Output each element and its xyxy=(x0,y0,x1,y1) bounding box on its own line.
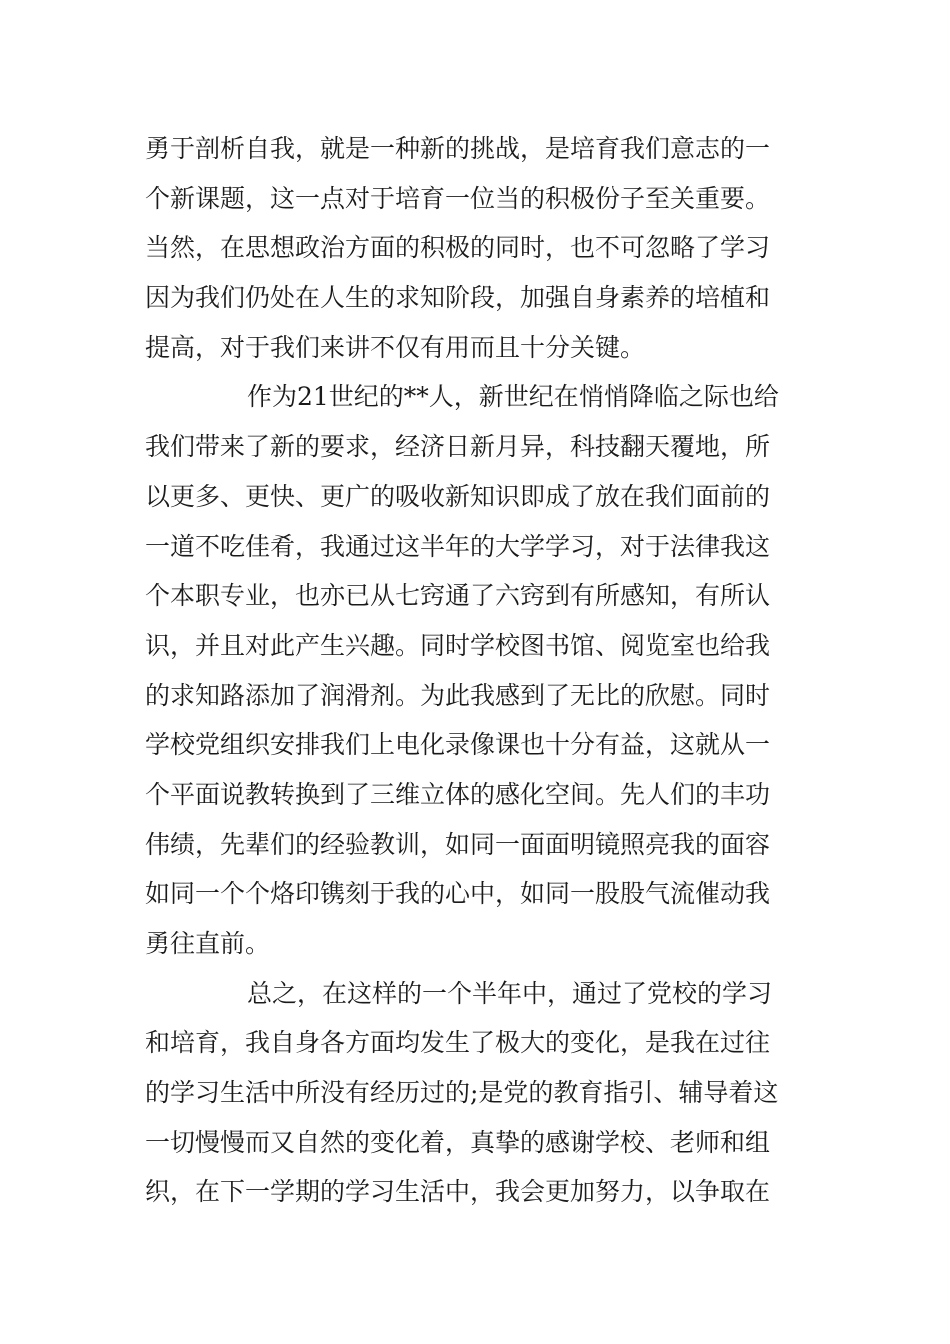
text-line: 一切慢慢而又自然的变化着，真挚的感谢学校、老师和组 xyxy=(145,1127,771,1157)
text-line: 当然，在思想政治方面的积极的同时，也不可忽略了学习 xyxy=(145,233,771,263)
text-line: 识，并且对此产生兴趣。同时学校图书馆、阅览室也给我 xyxy=(145,630,771,660)
text-line: 的求知路添加了润滑剂。为此我感到了无比的欣慰。同时 xyxy=(145,680,771,710)
text-line: 和培育，我自身各方面均发生了极大的变化，是我在过往 xyxy=(145,1028,771,1058)
body-text xyxy=(145,124,815,1217)
text-line: 个新课题，这一点对于培育一位当的积极份子至关重要。 xyxy=(145,183,771,213)
text-line: 我们带来了新的要求，经济日新月异，科技翻天覆地，所 xyxy=(145,432,771,462)
text-line: 勇往直前。 xyxy=(145,929,271,958)
text-line: 织，在下一学期的学习生活中，我会更加努力，以争取在 xyxy=(145,1177,771,1207)
text-line: 提高，对于我们来讲不仅有用而且十分关键。 xyxy=(145,332,646,362)
text-line: 因为我们仍处在人生的求知阶段，加强自身素养的培植和 xyxy=(145,283,771,313)
text-line: 学校党组织安排我们上电化录像课也十分有益，这就从一 xyxy=(145,730,771,760)
text-line: 勇于剖析自我，就是一种新的挑战，是培育我们意志的一 xyxy=(145,134,771,163)
text-line: 如同一个个烙印镌刻于我的心中，如同一股股气流催动我 xyxy=(145,879,771,909)
text-line: 一道不吃佳肴，我通过这半年的大学学习，对于法律我这 xyxy=(145,531,771,561)
paragraph-start-line: 作为21世纪的**人，新世纪在悄悄降临之际也给 xyxy=(247,382,779,412)
text-line: 伟绩，先辈们的经验教训，如同一面面明镜照亮我的面容 xyxy=(145,829,771,859)
text-line: 个本职专业，也亦已从七窍通了六窍到有所感知，有所认 xyxy=(145,581,771,611)
text-line: 的学习生活中所没有经历过的;是党的教育指引、辅导着这 xyxy=(145,1078,779,1108)
text-line: 个平面说教转换到了三维立体的感化空间。先人们的丰功 xyxy=(145,779,771,809)
paragraph-start-line: 总之，在这样的一个半年中，通过了党校的学习 xyxy=(247,978,773,1008)
text-line: 以更多、更快、更广的吸收新知识即成了放在我们面前的 xyxy=(145,481,771,511)
